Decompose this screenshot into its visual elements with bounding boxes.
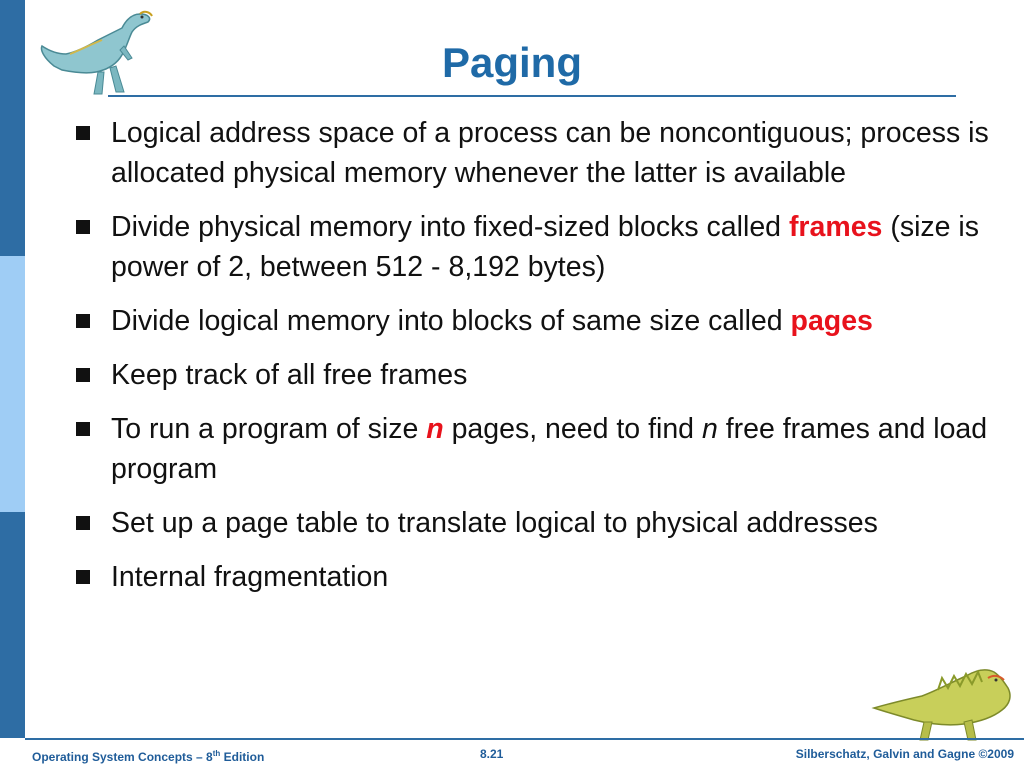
- bullet-item: [70, 557, 1018, 597]
- bullet-item: [70, 355, 1018, 395]
- bullet-text: free frames and load program: [111, 413, 988, 485]
- bullet-item: [70, 503, 1018, 543]
- bullet-text: Keep track of all free frames: [111, 359, 468, 391]
- bullet-item: [70, 409, 1018, 489]
- slide-title: Paging: [441, 39, 582, 86]
- bullet-text: Divide physical memory into fixed-sized blocks called: [111, 211, 789, 243]
- bullet-item: [70, 301, 1018, 341]
- bullet-text: Logical address space of a process can be noncontiguous; process is allocated physical memory whenever the latter is available: [111, 117, 989, 189]
- bullet-text: To run a program of size: [111, 413, 427, 445]
- footer-book-prefix: Operating System Concepts – 8: [32, 750, 213, 764]
- left-sidebar-bar: [0, 0, 25, 738]
- bullet-key-term: n: [426, 413, 444, 445]
- bullet-list: [70, 113, 1018, 611]
- sidebar-segment-light: [0, 256, 25, 512]
- square-bullet-icon: [76, 422, 90, 436]
- dinosaur-icon: [868, 660, 1018, 742]
- bullet-key-term: pages: [790, 305, 873, 337]
- square-bullet-icon: [76, 314, 90, 328]
- square-bullet-icon: [76, 570, 90, 584]
- square-bullet-icon: [76, 368, 90, 382]
- bullet-text: Divide logical memory into blocks of same size called: [111, 305, 791, 337]
- bullet-item: [70, 113, 1018, 193]
- square-bullet-icon: [76, 126, 90, 140]
- bullet-text: pages, need to find: [443, 413, 702, 445]
- title-underline: [108, 95, 956, 97]
- bullet-text: (size is power of 2, between 512 - 8,192 bytes): [111, 211, 980, 283]
- footer-rule: [25, 738, 1024, 740]
- footer-authors: Silberschatz, Galvin and Gagne ©2009: [795, 747, 1014, 761]
- bullet-key-term: frames: [788, 211, 883, 243]
- footer-book-suffix: Edition: [220, 750, 265, 764]
- sidebar-segment-dark-bottom: [0, 512, 25, 738]
- footer-book-sup: th: [212, 749, 221, 758]
- bullet-key-term: n: [701, 413, 718, 445]
- bullet-text: Set up a page table to translate logical to physical addresses: [111, 507, 878, 539]
- square-bullet-icon: [76, 220, 90, 234]
- footer-slide-number: 8.21: [480, 747, 504, 761]
- bullet-text: Internal fragmentation: [111, 561, 389, 593]
- footer-book-title: [32, 746, 264, 765]
- square-bullet-icon: [76, 516, 90, 530]
- bullet-item: [70, 207, 1018, 287]
